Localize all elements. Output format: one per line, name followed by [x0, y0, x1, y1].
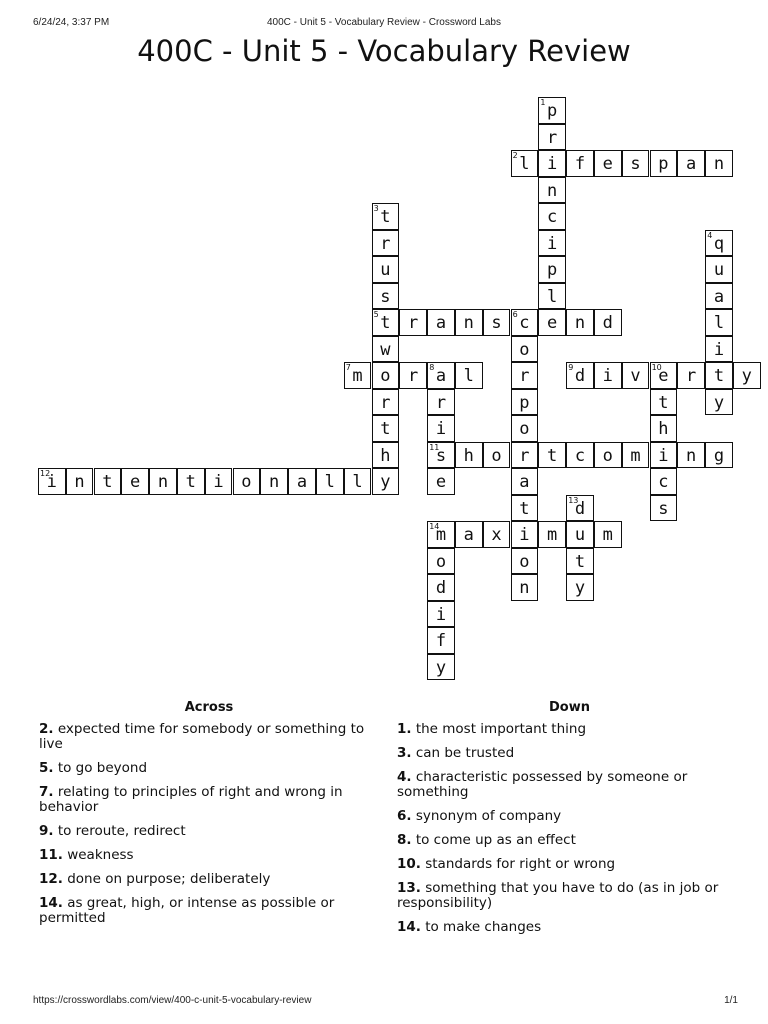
grid-cell [566, 150, 594, 177]
grid-cell [705, 283, 733, 310]
grid-cell [372, 256, 400, 283]
down-heading: Down [549, 700, 590, 715]
clue-text: to reroute, redirect [53, 823, 186, 839]
cell-letter: a [519, 472, 530, 492]
clue-text: the most important thing [411, 721, 587, 737]
cell-letter: r [380, 233, 391, 254]
cell-letter: y [713, 392, 725, 413]
cell-letter: l [713, 313, 725, 333]
cell-letter: v [630, 366, 641, 386]
cell-letter: n [269, 472, 280, 492]
clue-number: 5 [373, 310, 379, 319]
cell-letter: i [435, 419, 447, 439]
grid-cell [566, 495, 594, 522]
clue-text: to come up as an effect [411, 832, 576, 848]
grid-cell [677, 442, 705, 469]
grid-cell [705, 442, 733, 469]
across-clue-list [39, 722, 379, 926]
cell-letter: r [435, 392, 447, 413]
grid-cell [538, 283, 566, 310]
cell-letter: e [658, 366, 669, 386]
grid-cell [705, 336, 733, 363]
grid-cell [233, 468, 261, 495]
cell-letter: h [463, 445, 474, 466]
cell-letter: t [102, 472, 113, 492]
grid-cell [399, 309, 427, 336]
crossword-grid [38, 97, 752, 678]
cell-letter: i [213, 472, 224, 492]
cell-letter: a [296, 472, 308, 492]
grid-cell [566, 574, 594, 601]
across-clue [39, 824, 379, 839]
grid-cell [566, 548, 594, 575]
cell-letter: c [519, 313, 530, 333]
grid-cell [677, 362, 705, 389]
grid-cell [38, 468, 66, 495]
cell-letter: h [658, 419, 669, 439]
cell-letter: r [519, 445, 530, 466]
grid-cell [483, 309, 511, 336]
cell-letter: s [630, 154, 641, 174]
grid-cell [511, 442, 539, 469]
grid-cell [733, 362, 761, 389]
grid-cell [650, 362, 678, 389]
grid-cell [622, 362, 650, 389]
grid-cell [427, 601, 455, 628]
cell-letter: o [491, 445, 502, 466]
clue-text: to make changes [420, 919, 542, 935]
cell-letter: i [658, 445, 669, 466]
grid-cell [538, 442, 566, 469]
grid-cell [372, 230, 400, 257]
clue-number: 3 [373, 204, 379, 213]
grid-cell [538, 177, 566, 204]
grid-cell [538, 521, 566, 548]
grid-cell [677, 150, 705, 177]
grid-cell [511, 336, 539, 363]
cell-letter: i [519, 525, 530, 545]
grid-cell [427, 574, 455, 601]
grid-cell [483, 521, 511, 548]
cell-letter: o [519, 551, 530, 572]
grid-cell [538, 256, 566, 283]
grid-cell [483, 442, 511, 469]
grid-cell [650, 415, 678, 442]
cell-letter: w [380, 339, 391, 360]
grid-cell [511, 548, 539, 575]
grid-cell [538, 124, 566, 151]
cell-letter: d [574, 498, 586, 519]
grid-cell [288, 468, 316, 495]
grid-cell [149, 468, 177, 495]
cell-letter: s [491, 313, 502, 333]
cell-letter: n [74, 472, 85, 492]
across-clues [39, 700, 379, 935]
grid-cell [650, 495, 678, 522]
grid-cell [705, 309, 733, 336]
cell-letter: e [602, 154, 613, 174]
across-clue [39, 896, 379, 926]
grid-cell [372, 389, 400, 416]
cell-letter: f [574, 154, 586, 174]
grid-cell [538, 97, 566, 124]
cell-letter: o [435, 551, 447, 572]
grid-cell [344, 362, 372, 389]
grid-cell [455, 362, 483, 389]
down-clue [397, 833, 742, 848]
grid-cell [121, 468, 149, 495]
cell-letter: a [463, 525, 474, 545]
cell-letter: t [713, 366, 725, 386]
cell-letter: t [519, 498, 530, 519]
clue-number: 12 [40, 469, 51, 478]
cell-letter: l [519, 154, 530, 174]
grid-cell [511, 415, 539, 442]
cell-letter: o [519, 419, 530, 439]
cell-letter: r [408, 366, 419, 386]
cell-letter: e [435, 472, 447, 492]
cell-letter: o [602, 445, 613, 466]
clue-number-label: 12. [39, 871, 63, 887]
cell-letter: n [519, 578, 530, 598]
grid-cell [427, 468, 455, 495]
cell-letter: t [658, 392, 669, 413]
cell-letter: p [547, 101, 558, 121]
down-clues [397, 700, 742, 944]
grid-cell [427, 442, 455, 469]
cell-letter: m [352, 366, 363, 386]
grid-cell [511, 574, 539, 601]
cell-letter: s [380, 286, 391, 307]
grid-cell [66, 468, 94, 495]
cell-letter: n [574, 313, 586, 333]
grid-cell [594, 442, 622, 469]
grid-cell [372, 468, 400, 495]
cell-letter: d [602, 313, 613, 333]
grid-cell [566, 521, 594, 548]
cell-letter: h [380, 445, 391, 466]
clue-number: 1 [540, 98, 546, 107]
cell-letter: f [435, 631, 447, 651]
cell-letter: y [574, 578, 586, 598]
clue-number-label: 4. [397, 769, 412, 785]
cell-letter: r [408, 313, 419, 333]
grid-cell [511, 309, 539, 336]
grid-cell [705, 256, 733, 283]
grid-cell [705, 389, 733, 416]
clue-number: 8 [429, 363, 435, 372]
grid-cell [622, 150, 650, 177]
clue-number-label: 14. [397, 919, 421, 935]
across-clue [39, 761, 379, 776]
cell-letter: y [741, 366, 752, 386]
cell-letter: p [519, 392, 530, 413]
clue-number-label: 5. [39, 760, 54, 776]
grid-cell [538, 150, 566, 177]
cell-letter: n [547, 180, 558, 201]
grid-cell [344, 468, 372, 495]
clue-text: done on purpose; deliberately [62, 871, 271, 887]
clue-text: can be trusted [411, 745, 515, 761]
cell-letter: t [574, 551, 586, 572]
across-clue [39, 872, 379, 887]
cell-letter: m [435, 525, 447, 545]
cell-letter: t [380, 313, 391, 333]
cell-letter: i [713, 339, 725, 360]
grid-cell [177, 468, 205, 495]
cell-letter: l [352, 472, 363, 492]
cell-letter: e [130, 472, 141, 492]
grid-cell [427, 521, 455, 548]
grid-cell [427, 654, 455, 681]
cell-letter: i [46, 472, 57, 492]
grid-cell [511, 150, 539, 177]
clue-number: 6 [512, 310, 518, 319]
cell-letter: l [324, 472, 335, 492]
cell-letter: n [157, 472, 169, 492]
cell-letter: n [463, 313, 474, 333]
grid-cell [538, 203, 566, 230]
grid-cell [622, 442, 650, 469]
grid-cell [372, 309, 400, 336]
grid-cell [316, 468, 344, 495]
grid-cell [427, 362, 455, 389]
cell-letter: i [547, 233, 558, 254]
cell-letter: q [713, 233, 725, 254]
cell-letter: y [435, 657, 447, 678]
cell-letter: d [574, 366, 586, 386]
down-clue [397, 881, 742, 911]
grid-cell [566, 442, 594, 469]
grid-cell [372, 283, 400, 310]
clue-text: something that you have to do (as in job or responsibility) [397, 880, 719, 911]
grid-cell [94, 468, 122, 495]
clue-number-label: 9. [39, 823, 54, 839]
grid-cell [455, 309, 483, 336]
clue-text: synonym of company [411, 808, 562, 824]
grid-cell [705, 150, 733, 177]
grid-cell [511, 362, 539, 389]
cell-letter: s [435, 445, 447, 466]
clue-number-label: 3. [397, 745, 412, 761]
clue-text: to go beyond [53, 760, 148, 776]
clue-number-label: 6. [397, 808, 412, 824]
clue-number: 10 [651, 363, 662, 372]
grid-cell [372, 415, 400, 442]
cell-letter: l [463, 366, 474, 386]
down-clue [397, 722, 742, 737]
cell-letter: s [658, 498, 669, 519]
grid-cell [427, 309, 455, 336]
clue-number-label: 10. [397, 856, 421, 872]
cell-letter: o [519, 339, 530, 360]
cell-letter: r [519, 366, 530, 386]
grid-cell [650, 468, 678, 495]
cell-letter: n [713, 154, 725, 174]
clue-number-label: 13. [397, 880, 421, 896]
grid-cell [205, 468, 233, 495]
clue-number: 7 [345, 363, 351, 372]
grid-cell [650, 150, 678, 177]
across-heading: Across [184, 700, 234, 715]
down-clue-list [397, 722, 742, 935]
grid-cell [705, 230, 733, 257]
clue-number-label: 7. [39, 784, 54, 800]
cell-letter: t [380, 419, 391, 439]
grid-cell [511, 468, 539, 495]
grid-cell [594, 309, 622, 336]
print-footer-page: 1/1 [724, 995, 738, 1006]
grid-cell [566, 362, 594, 389]
clue-number-label: 1. [397, 721, 412, 737]
print-footer-url: https://crosswordlabs.com/view/400-c-unit-5-vocabulary-review [33, 995, 312, 1006]
grid-cell [594, 362, 622, 389]
clue-number: 13 [568, 495, 579, 505]
cell-letter: a [713, 286, 725, 307]
grid-cell [594, 150, 622, 177]
cell-letter: t [185, 472, 196, 492]
cell-letter: r [686, 366, 697, 386]
clue-text: weakness [62, 847, 134, 863]
grid-cell [650, 442, 678, 469]
clue-text: as great, high, or intense as possible or permitted [39, 895, 335, 926]
grid-cell [427, 389, 455, 416]
grid-cell [427, 415, 455, 442]
grid-cell [427, 627, 455, 654]
clue-number: 4 [707, 230, 713, 240]
grid-cell [566, 309, 594, 336]
down-clue [397, 809, 742, 824]
cell-letter: x [491, 525, 502, 545]
cell-letter: y [380, 472, 391, 492]
grid-cell [511, 495, 539, 522]
clue-number-label: 8. [397, 832, 412, 848]
cell-letter: r [547, 127, 558, 148]
grid-cell [372, 203, 400, 230]
cell-letter: u [713, 260, 725, 280]
clue-number-label: 2. [39, 721, 54, 737]
clue-text: standards for right or wrong [420, 856, 616, 872]
cell-letter: c [547, 207, 558, 227]
clue-number: 9 [568, 363, 574, 372]
cell-letter: u [380, 260, 391, 280]
clue-number: 11 [429, 442, 440, 452]
grid-cell [650, 389, 678, 416]
down-clue [397, 857, 742, 872]
cell-letter: t [547, 445, 558, 466]
cell-letter: n [686, 445, 697, 466]
grid-cell [372, 362, 400, 389]
down-clue [397, 920, 742, 935]
grid-cell [538, 309, 566, 336]
cell-letter: c [574, 445, 586, 466]
cell-letter: a [686, 154, 697, 174]
cell-letter: g [713, 445, 725, 466]
cell-letter: m [602, 525, 613, 545]
cell-letter: p [547, 260, 558, 280]
grid-cell [538, 230, 566, 257]
grid-cell [511, 389, 539, 416]
cell-letter: i [435, 604, 447, 625]
clue-text: expected time for somebody or something to live [39, 721, 365, 752]
clue-number-label: 11. [39, 847, 63, 863]
cell-letter: t [380, 207, 391, 227]
grid-cell [455, 521, 483, 548]
down-clue [397, 770, 742, 800]
down-clue [397, 746, 742, 761]
clue-number-label: 14. [39, 895, 63, 911]
cell-letter: m [547, 525, 558, 545]
grid-cell [260, 468, 288, 495]
cell-letter: p [658, 154, 669, 174]
grid-cell [399, 362, 427, 389]
cell-letter: i [547, 154, 558, 174]
cell-letter: r [380, 392, 391, 413]
cell-letter: u [574, 525, 586, 545]
cell-letter: l [547, 286, 558, 307]
grid-cell [372, 442, 400, 469]
cell-letter: o [241, 472, 252, 492]
grid-cell [372, 336, 400, 363]
print-header-date: 6/24/24, 3:37 PM [33, 17, 110, 28]
clue-number: 14 [429, 522, 440, 531]
page-title: 400C - Unit 5 - Vocabulary Review [137, 34, 631, 68]
across-clue [39, 722, 379, 752]
grid-cell [594, 521, 622, 548]
across-clue [39, 848, 379, 863]
cell-letter: a [435, 313, 447, 333]
cell-letter: d [435, 578, 447, 598]
grid-cell [511, 521, 539, 548]
clue-text: relating to principles of right and wrong in behavior [39, 784, 343, 815]
print-header-title: 400C - Unit 5 - Vocabulary Review - Crossword Labs [267, 17, 501, 28]
cell-letter: m [630, 445, 641, 466]
cell-letter: i [602, 366, 613, 386]
grid-cell [705, 362, 733, 389]
cell-letter: a [435, 366, 447, 386]
cell-letter: o [380, 366, 391, 386]
grid-cell [427, 548, 455, 575]
grid-cell [455, 442, 483, 469]
clue-text: characteristic possessed by someone or something [397, 769, 688, 800]
across-clue [39, 785, 379, 815]
clue-number: 2 [512, 151, 518, 160]
cell-letter: e [547, 313, 558, 333]
cell-letter: c [658, 472, 669, 492]
